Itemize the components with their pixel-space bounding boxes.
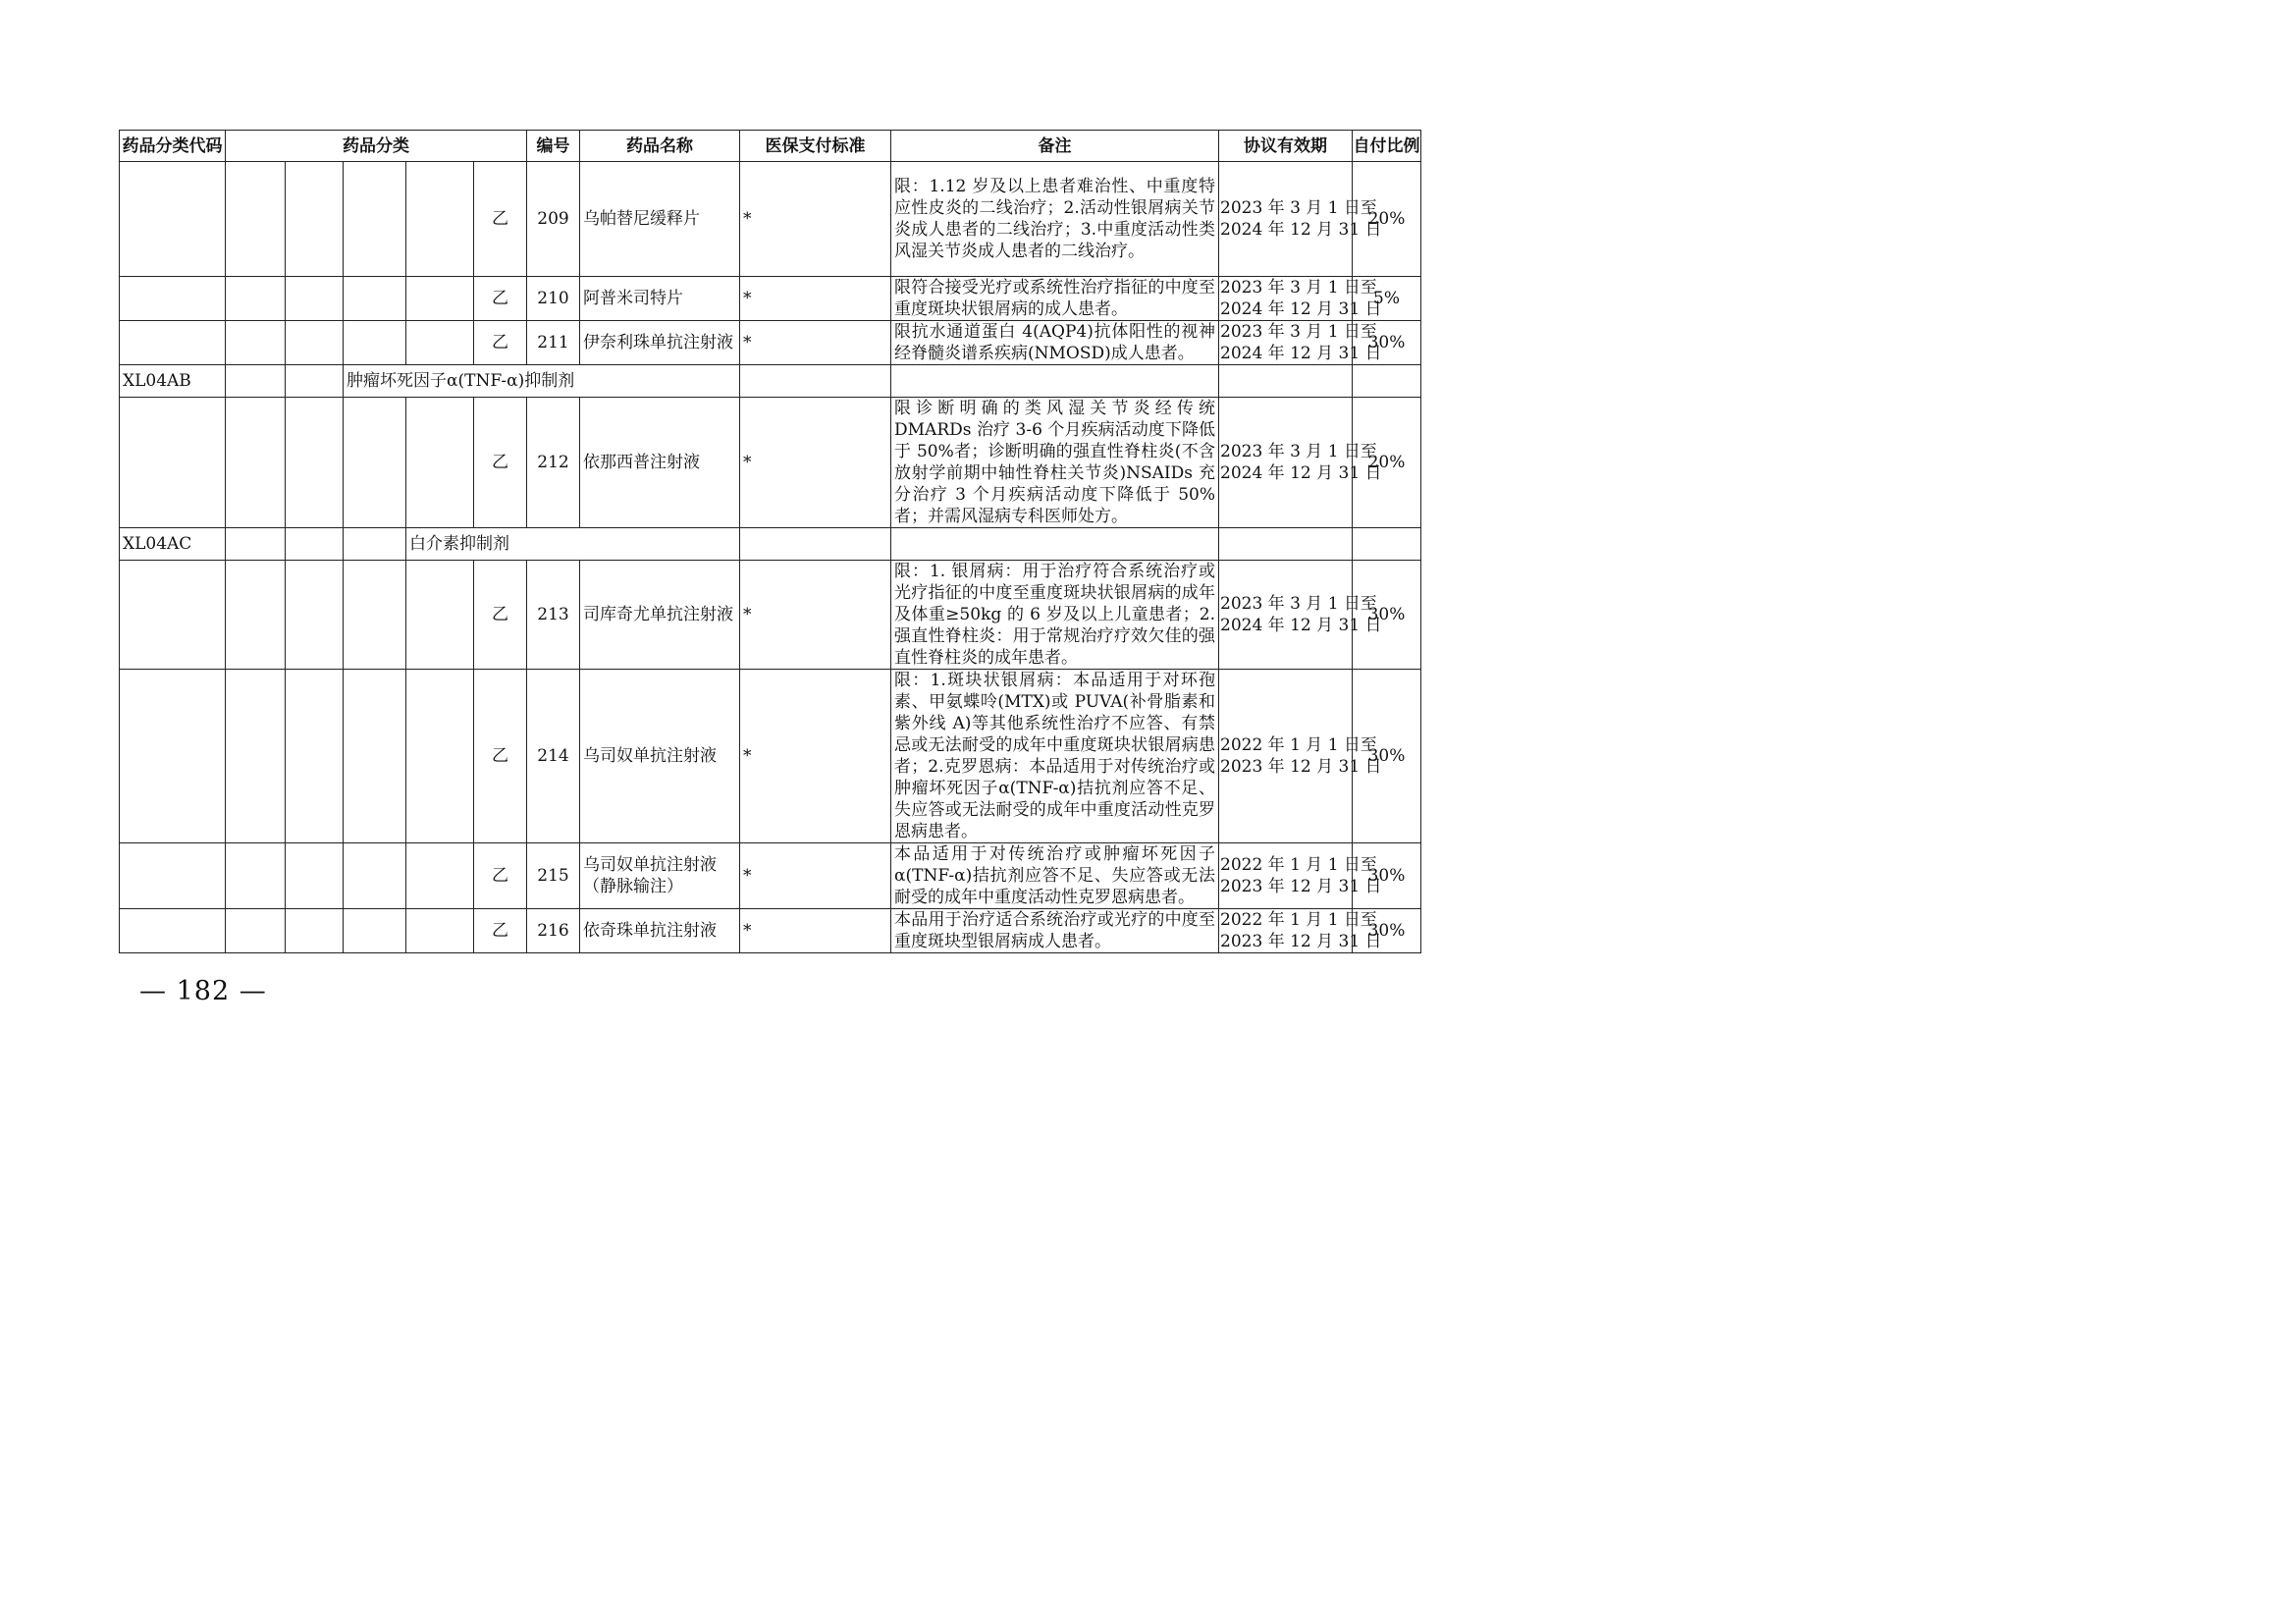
period-cell (1219, 909, 1382, 953)
period-end: 2023 年 12 月 31 日 (1220, 932, 1382, 951)
section-code: XL04AB (120, 365, 226, 398)
header-note: 备注 (891, 131, 1219, 162)
standard-cell: * (740, 909, 891, 953)
standard-cell: * (740, 561, 891, 670)
ratio-cell: 30% (1353, 321, 1421, 365)
period-end: 2023 年 12 月 31 日 (1220, 877, 1382, 896)
period-start: 2022 年 1 月 1 日至 (1220, 910, 1377, 930)
number-cell: 214 (527, 670, 580, 843)
period-cell (1219, 843, 1382, 909)
drug-name-cell: 乌司奴单抗注射液（静脉输注） (580, 843, 740, 909)
note-cell: 本品适用于对传统治疗或肿瘤坏死因子α(TNF-α)拮抗剂应答不足、失应答或无法耐受的成年中重度活动性克罗恩病患者。 (891, 843, 1219, 909)
ratio-cell: 20% (1353, 162, 1421, 277)
grade-cell: 乙 (474, 909, 527, 953)
period-start: 2022 年 1 月 1 日至 (1220, 855, 1377, 875)
note-cell: 限：1.斑块状银屑病：本品适用于对环孢素、甲氨蝶呤(MTX)或 PUVA(补骨脂素和紫外线 A)等其他系统性治疗不应答、有禁忌或无法耐受的成年中重度斑块状银屑病患者；2.克罗恩病：本品适用于对传统治疗或肿瘤坏死因子α(TNF-α)拮抗剂应答不足、失应答或无法耐受的成年中重度活动性克罗恩病患者。 (891, 670, 1219, 843)
header-category: 药品分类 (226, 131, 527, 162)
period-cell (1219, 162, 1382, 277)
header-standard: 医保支付标准 (740, 131, 891, 162)
period-start: 2022 年 1 月 1 日至 (1220, 735, 1377, 755)
grade-cell: 乙 (474, 670, 527, 843)
grade-cell: 乙 (474, 398, 527, 528)
grade-cell: 乙 (474, 162, 527, 277)
header-name: 药品名称 (580, 131, 740, 162)
grade-cell: 乙 (474, 561, 527, 670)
section-title: 肿瘤坏死因子α(TNF-α)抑制剂 (344, 365, 740, 398)
period-start: 2023 年 3 月 1 日至 (1220, 594, 1377, 614)
header-period: 协议有效期 (1219, 131, 1353, 162)
table-row (120, 321, 1421, 365)
period-start: 2023 年 3 月 1 日至 (1220, 278, 1377, 298)
ratio-cell: 5% (1353, 277, 1421, 321)
table-row (120, 277, 1421, 321)
table-row (120, 909, 1421, 953)
section-code: XL04AC (120, 528, 226, 561)
number-cell: 216 (527, 909, 580, 953)
number-cell: 210 (527, 277, 580, 321)
note-cell: 本品用于治疗适合系统治疗或光疗的中度至重度斑块型银屑病成人患者。 (891, 909, 1219, 953)
period-start: 2023 年 3 月 1 日至 (1220, 198, 1377, 218)
header-number: 编号 (527, 131, 580, 162)
grade-cell: 乙 (474, 321, 527, 365)
table-row (120, 670, 1421, 843)
number-cell: 209 (527, 162, 580, 277)
grade-cell: 乙 (474, 277, 527, 321)
period-cell (1219, 561, 1382, 670)
section-row (120, 528, 1421, 561)
drug-name-cell: 依那西普注射液 (580, 398, 740, 528)
number-cell: 212 (527, 398, 580, 528)
section-row (120, 365, 1421, 398)
drug-name-cell: 阿普米司特片 (580, 277, 740, 321)
period-end: 2024 年 12 月 31 日 (1220, 220, 1382, 240)
standard-cell: * (740, 843, 891, 909)
ratio-cell: 30% (1353, 561, 1421, 670)
drug-name-cell: 乌帕替尼缓释片 (580, 162, 740, 277)
number-cell: 215 (527, 843, 580, 909)
standard-cell: * (740, 398, 891, 528)
table-row (120, 398, 1421, 528)
table-header-row (120, 131, 1421, 162)
standard-cell: * (740, 321, 891, 365)
standard-cell: * (740, 670, 891, 843)
standard-cell: * (740, 277, 891, 321)
period-end: 2024 年 12 月 31 日 (1220, 463, 1382, 483)
drug-name-cell: 伊奈利珠单抗注射液 (580, 321, 740, 365)
note-cell: 限：1.12 岁及以上患者难治性、中重度特应性皮炎的二线治疗；2.活动性银屑病关节炎成人患者的二线治疗；3.中重度活动性类风湿关节炎成人患者的二线治疗。 (891, 162, 1219, 277)
section-title: 白介素抑制剂 (406, 528, 740, 561)
table-row (120, 561, 1421, 670)
header-ratio: 自付比例 (1353, 131, 1421, 162)
ratio-cell: 30% (1353, 909, 1421, 953)
standard-cell: * (740, 162, 891, 277)
note-cell: 限抗水通道蛋白 4(AQP4)抗体阳性的视神经脊髓炎谱系疾病(NMOSD)成人患者。 (891, 321, 1219, 365)
note-cell: 限诊断明确的类风湿关节炎经传统 DMARDs 治疗 3-6 个月疾病活动度下降低于 50%者；诊断明确的强直性脊柱炎(不含放射学前期中轴性脊柱关节炎)NSAIDs 充分治疗 3 个月疾病活动度下降低于 50%者；并需风湿病专科医师处方。 (891, 398, 1219, 528)
table-row (120, 843, 1421, 909)
note-cell: 限：1. 银屑病：用于治疗符合系统治疗或光疗指征的中度至重度斑块状银屑病的成年及体重≥50kg 的 6 岁及以上儿童患者；2. 强直性脊柱炎：用于常规治疗疗效欠佳的强直性脊柱炎的成年患者。 (891, 561, 1219, 670)
period-end: 2024 年 12 月 31 日 (1220, 616, 1382, 635)
ratio-cell: 20% (1353, 398, 1421, 528)
note-cell: 限符合接受光疗或系统性治疗指征的中度至重度斑块状银屑病的成人患者。 (891, 277, 1219, 321)
page-number: — 182 — (139, 976, 267, 1006)
drug-name-cell: 依奇珠单抗注射液 (580, 909, 740, 953)
drug-list-table (119, 130, 1421, 953)
period-start: 2023 年 3 月 1 日至 (1220, 322, 1377, 342)
number-cell: 213 (527, 561, 580, 670)
period-start: 2023 年 3 月 1 日至 (1220, 442, 1377, 461)
period-cell (1219, 398, 1382, 528)
ratio-cell: 30% (1353, 843, 1421, 909)
period-end: 2024 年 12 月 31 日 (1220, 344, 1382, 363)
table-row (120, 162, 1421, 277)
period-cell (1219, 321, 1382, 365)
period-end: 2024 年 12 月 31 日 (1220, 299, 1382, 319)
drug-name-cell: 乌司奴单抗注射液 (580, 670, 740, 843)
header-code: 药品分类代码 (120, 131, 226, 162)
period-cell (1219, 277, 1382, 321)
grade-cell: 乙 (474, 843, 527, 909)
drug-name-cell: 司库奇尤单抗注射液 (580, 561, 740, 670)
period-cell (1219, 670, 1382, 843)
period-end: 2023 年 12 月 31 日 (1220, 757, 1382, 777)
ratio-cell: 30% (1353, 670, 1421, 843)
number-cell: 211 (527, 321, 580, 365)
